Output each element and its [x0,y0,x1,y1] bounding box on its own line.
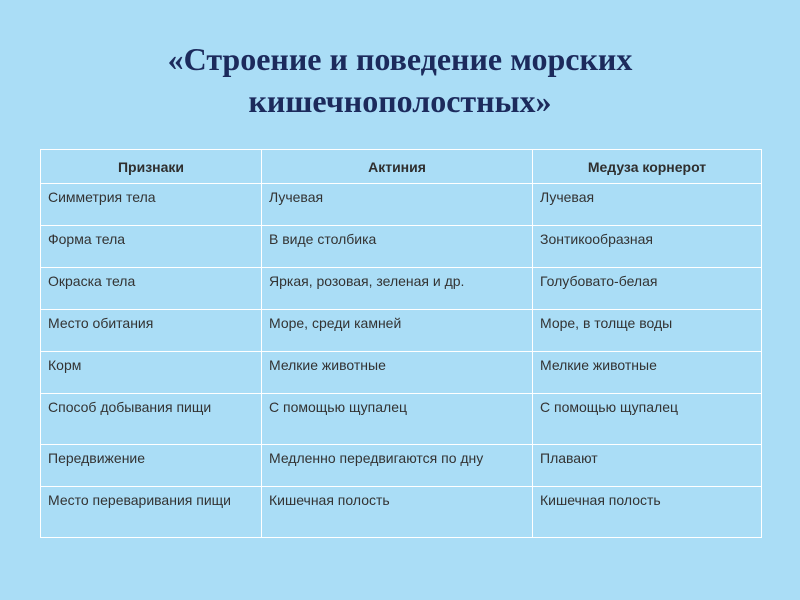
table-cell: Море, среди камней [262,310,533,352]
table-row [41,394,762,445]
table-cell: Место обитания [41,310,262,352]
table-cell: Плавают [533,445,762,487]
header-features: Признаки [41,150,262,184]
table-cell: Яркая, розовая, зеленая и др. [262,268,533,310]
slide-title-line-1: «Строение и поведение морских [167,41,633,77]
table-row [41,487,762,538]
table-cell: Медленно передвигаются по дну [262,445,533,487]
table-row [41,310,762,352]
slide-title-line-2: кишечнополостных» [248,83,552,119]
table-row [41,445,762,487]
table-cell: Способ добывания пищи [41,394,262,445]
table-cell: Лучевая [533,184,762,226]
table-cell: Море, в толще воды [533,310,762,352]
table-cell: Симметрия тела [41,184,262,226]
table-cell: Кишечная полость [533,487,762,538]
table-cell: С помощью щупалец [262,394,533,445]
table-row [41,268,762,310]
table-cell: Голубовато-белая [533,268,762,310]
header-actinia: Актиния [262,150,533,184]
table-cell: С помощью щупалец [533,394,762,445]
table-row [41,184,762,226]
table-row [41,226,762,268]
table-cell: Мелкие животные [533,352,762,394]
table-cell: Форма тела [41,226,262,268]
table-cell: Лучевая [262,184,533,226]
table-cell: Зонтикообразная [533,226,762,268]
table-cell: В виде столбика [262,226,533,268]
slide-title [0,38,800,122]
table-cell: Мелкие животные [262,352,533,394]
table-header-row [41,150,762,184]
table-row [41,352,762,394]
table-cell: Окраска тела [41,268,262,310]
header-jellyfish: Медуза корнерот [533,150,762,184]
table-cell: Место переваривания пищи [41,487,262,538]
table-cell: Корм [41,352,262,394]
table-cell: Передвижение [41,445,262,487]
table-cell: Кишечная полость [262,487,533,538]
comparison-table [40,149,762,538]
